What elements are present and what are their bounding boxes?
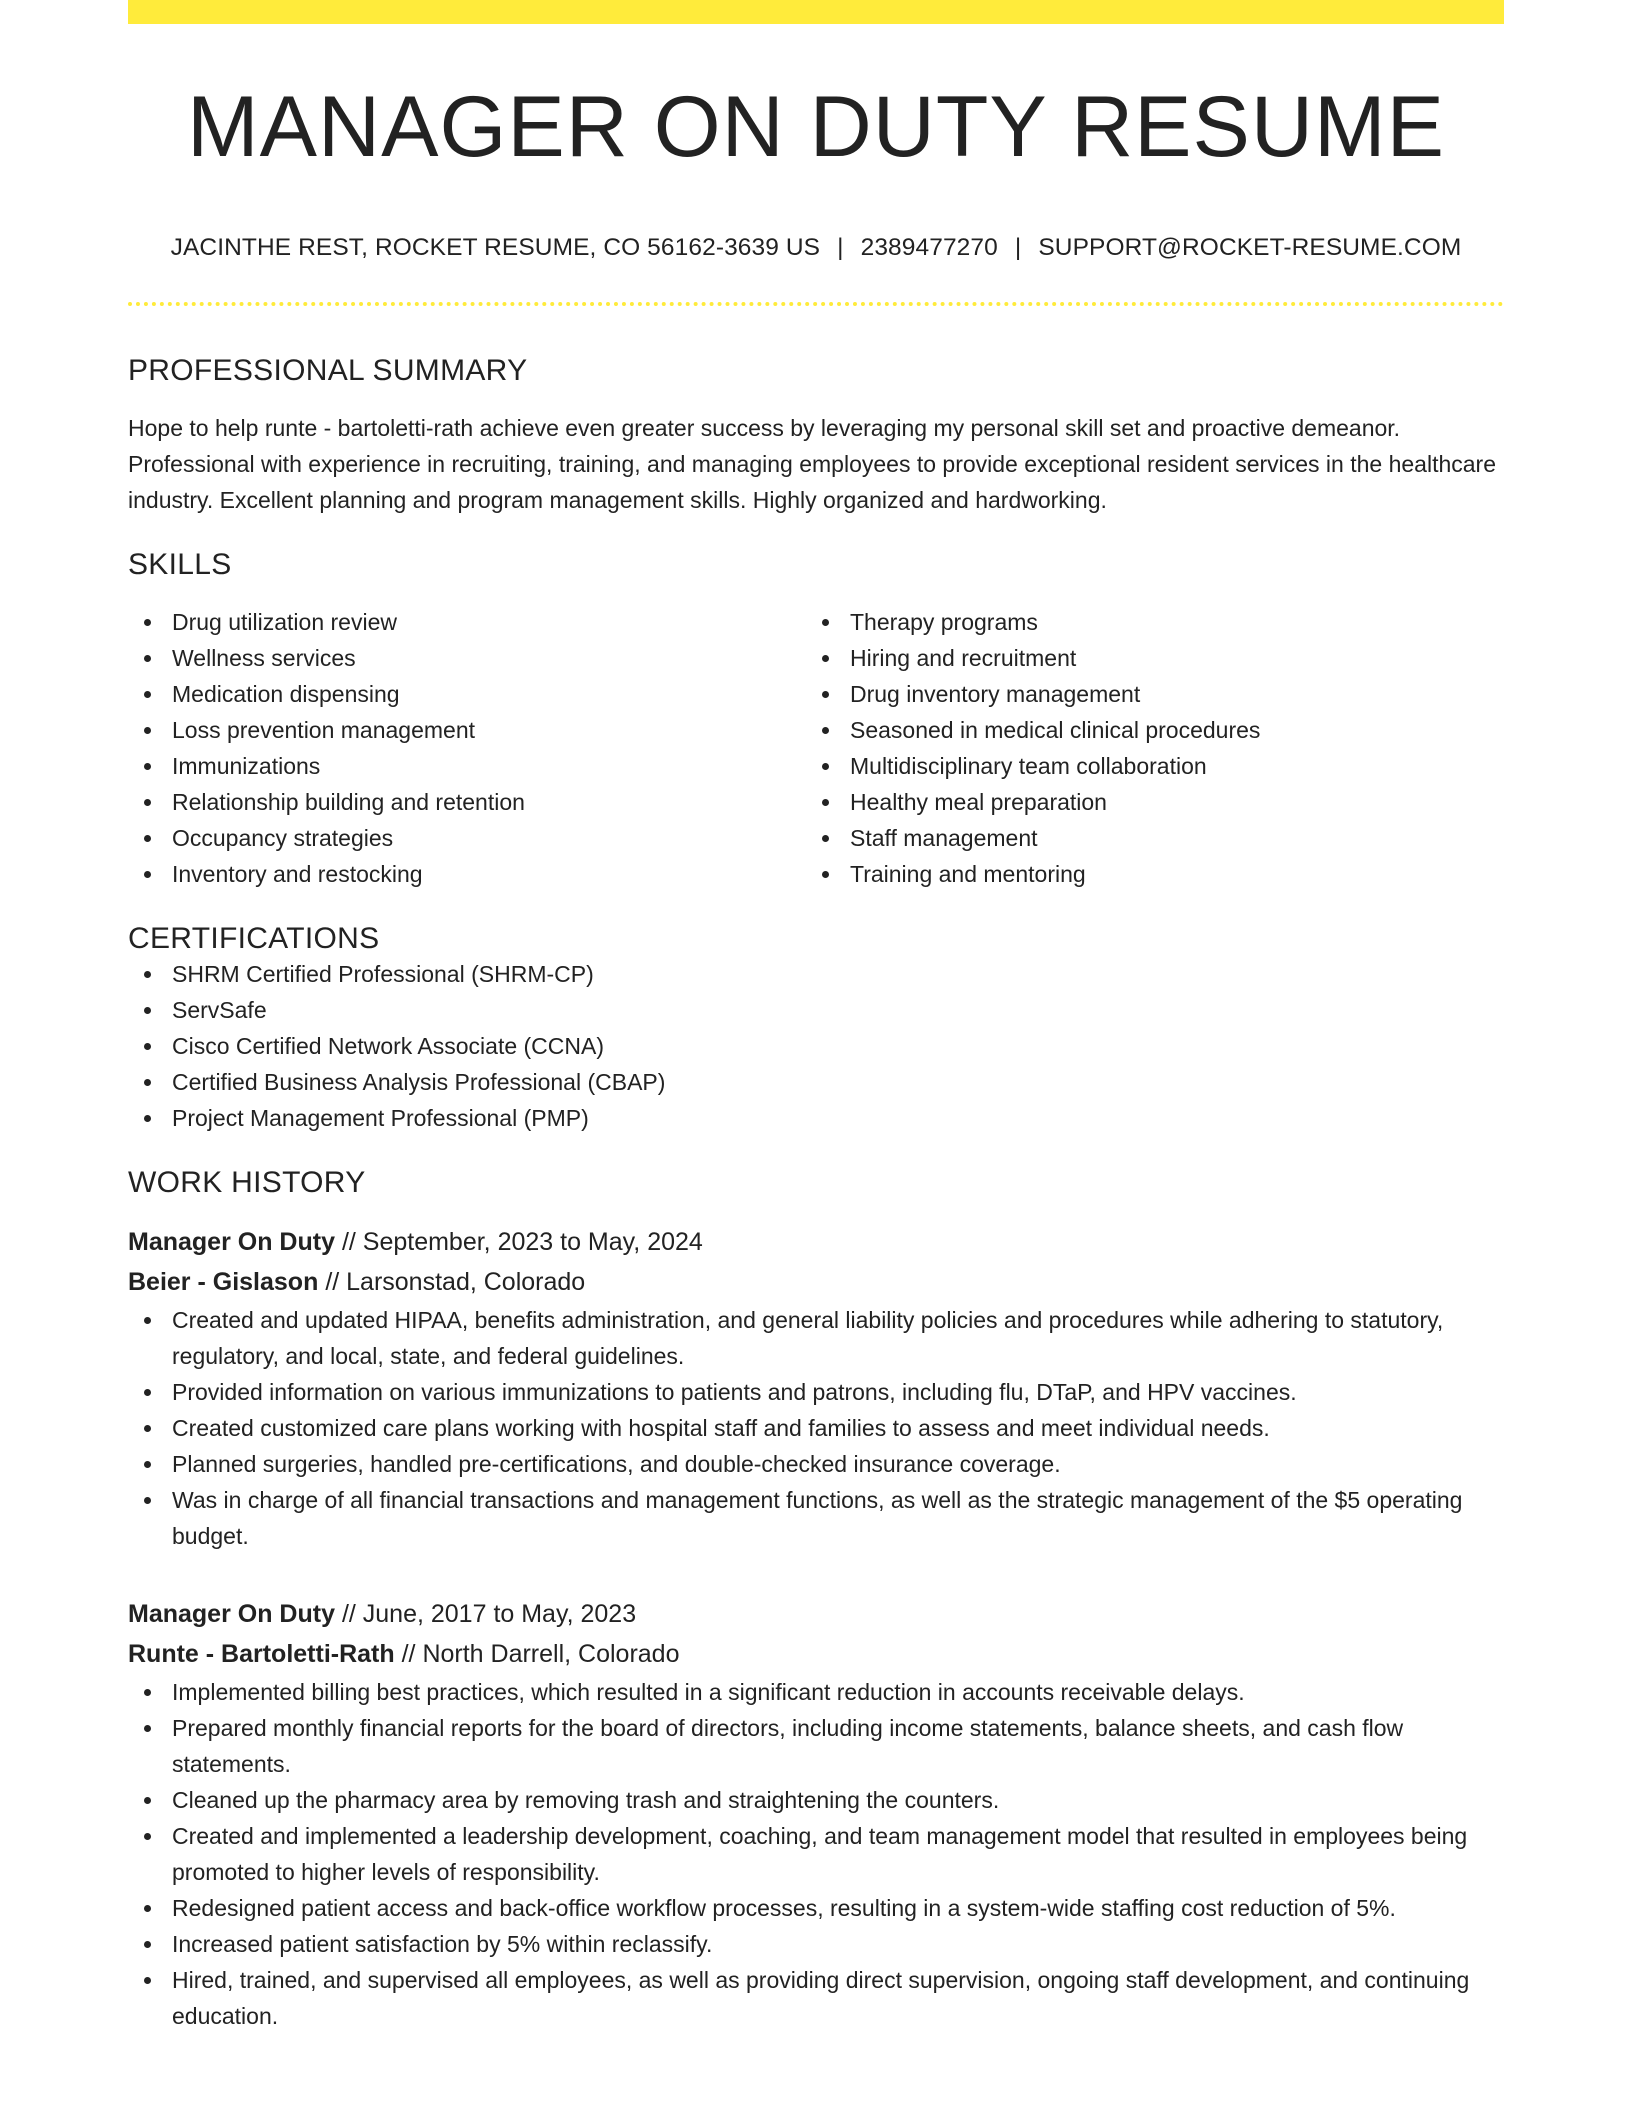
skill-item: Hiring and recruitment xyxy=(806,640,1484,676)
job-bullet: Hired, trained, and supervised all employees, as well as providing direct supervision, ongoing staff development, and continuing education. xyxy=(128,1962,1504,2034)
job-dates: // June, 2017 to May, 2023 xyxy=(341,1600,637,1629)
job-bullet: Planned surgeries, handled pre-certifications, and double-checked insurance coverage. xyxy=(128,1446,1504,1482)
skills-list-left xyxy=(128,604,806,892)
job-bullet: Provided information on various immunizations to patients and patrons, including flu, DTaP, and HPV vaccines. xyxy=(128,1374,1504,1410)
summary-heading: PROFESSIONAL SUMMARY xyxy=(128,354,528,388)
contact-separator: | xyxy=(1014,234,1022,262)
job-entry xyxy=(128,1222,1504,1554)
skills-column-right xyxy=(806,604,1484,892)
skill-item: Immunizations xyxy=(128,748,806,784)
certification-item: SHRM Certified Professional (SHRM-CP) xyxy=(128,956,1504,992)
certifications-heading: CERTIFICATIONS xyxy=(128,922,380,956)
work-history-heading: WORK HISTORY xyxy=(128,1166,366,1200)
contact-line xyxy=(128,234,1504,262)
skill-item: Therapy programs xyxy=(806,604,1484,640)
job-bullet: Created customized care plans working with hospital staff and families to assess and meet individual needs. xyxy=(128,1410,1504,1446)
job-title: Manager On Duty xyxy=(128,1600,335,1629)
job-bullet: Implemented billing best practices, which resulted in a significant reduction in accounts receivable delays. xyxy=(128,1674,1504,1710)
job-title-line xyxy=(128,1222,1504,1262)
address: JACINTHE REST, ROCKET RESUME, CO 56162-3639 US xyxy=(170,234,821,262)
skills-columns xyxy=(128,604,1504,892)
job-location: // North Darrell, Colorado xyxy=(401,1640,680,1669)
skills-heading: SKILLS xyxy=(128,548,232,582)
skills-list-right xyxy=(806,604,1484,892)
skills-column-left xyxy=(128,604,806,892)
job-location: // Larsonstad, Colorado xyxy=(325,1268,586,1297)
resume-page xyxy=(128,0,1504,2034)
job-bullets xyxy=(128,1674,1504,2034)
job-bullet: Was in charge of all financial transactions and management functions, as well as the strategic management of the $5 operating budget. xyxy=(128,1482,1504,1554)
skill-item: Medication dispensing xyxy=(128,676,806,712)
job-entry xyxy=(128,1594,1504,2034)
accent-bar xyxy=(128,0,1504,24)
skill-item: Loss prevention management xyxy=(128,712,806,748)
job-bullet: Increased patient satisfaction by 5% within reclassify. xyxy=(128,1926,1504,1962)
job-company: Beier - Gislason xyxy=(128,1268,319,1297)
skill-item: Drug inventory management xyxy=(806,676,1484,712)
skill-item: Multidisciplinary team collaboration xyxy=(806,748,1484,784)
job-company-line xyxy=(128,1634,1504,1674)
job-title: Manager On Duty xyxy=(128,1228,335,1257)
job-bullet: Redesigned patient access and back-office workflow processes, resulting in a system-wide staffing cost reduction of 5%. xyxy=(128,1890,1504,1926)
job-dates: // September, 2023 to May, 2024 xyxy=(341,1228,703,1257)
skill-item: Staff management xyxy=(806,820,1484,856)
job-bullets xyxy=(128,1302,1504,1554)
skill-item: Training and mentoring xyxy=(806,856,1484,892)
skill-item: Healthy meal preparation xyxy=(806,784,1484,820)
certifications-list xyxy=(128,956,1504,1136)
job-company: Runte - Bartoletti-Rath xyxy=(128,1640,395,1669)
skill-item: Wellness services xyxy=(128,640,806,676)
skill-item: Seasoned in medical clinical procedures xyxy=(806,712,1484,748)
contact-separator: | xyxy=(837,234,844,262)
job-title-line xyxy=(128,1594,1504,1634)
summary-text: Hope to help runte - bartoletti-rath achieve even greater success by leveraging my personal skill set and proactive demeanor. Professional with experience in recruiting, training, and managing employees to provide exceptional resident services in the healthcare industry. Excellent planning and program management skills. Highly organized and hardworking. xyxy=(128,415,1496,514)
job-bullet: Created and implemented a leadership development, coaching, and team management model that resulted in employees being promoted to higher levels of responsibility. xyxy=(128,1818,1504,1890)
certification-item: ServSafe xyxy=(128,992,1504,1028)
skill-item: Inventory and restocking xyxy=(128,856,806,892)
resume-title: MANAGER ON DUTY RESUME xyxy=(187,79,1445,175)
phone: 2389477270 xyxy=(860,234,998,262)
certification-item: Certified Business Analysis Professional (CBAP) xyxy=(128,1064,1504,1100)
job-bullet: Created and updated HIPAA, benefits administration, and general liability policies and procedures while adhering to statutory, regulatory, and local, state, and federal guidelines. xyxy=(128,1302,1504,1374)
skill-item: Drug utilization review xyxy=(128,604,806,640)
certification-item: Project Management Professional (PMP) xyxy=(128,1100,1504,1136)
skill-item: Occupancy strategies xyxy=(128,820,806,856)
skill-item: Relationship building and retention xyxy=(128,784,806,820)
email: SUPPORT@ROCKET-RESUME.COM xyxy=(1038,234,1462,262)
job-bullet: Cleaned up the pharmacy area by removing trash and straightening the counters. xyxy=(128,1782,1504,1818)
certification-item: Cisco Certified Network Associate (CCNA) xyxy=(128,1028,1504,1064)
dotted-divider xyxy=(128,302,1504,306)
job-bullet: Prepared monthly financial reports for the board of directors, including income statements, balance sheets, and cash flow statements. xyxy=(128,1710,1504,1782)
job-company-line xyxy=(128,1262,1504,1302)
